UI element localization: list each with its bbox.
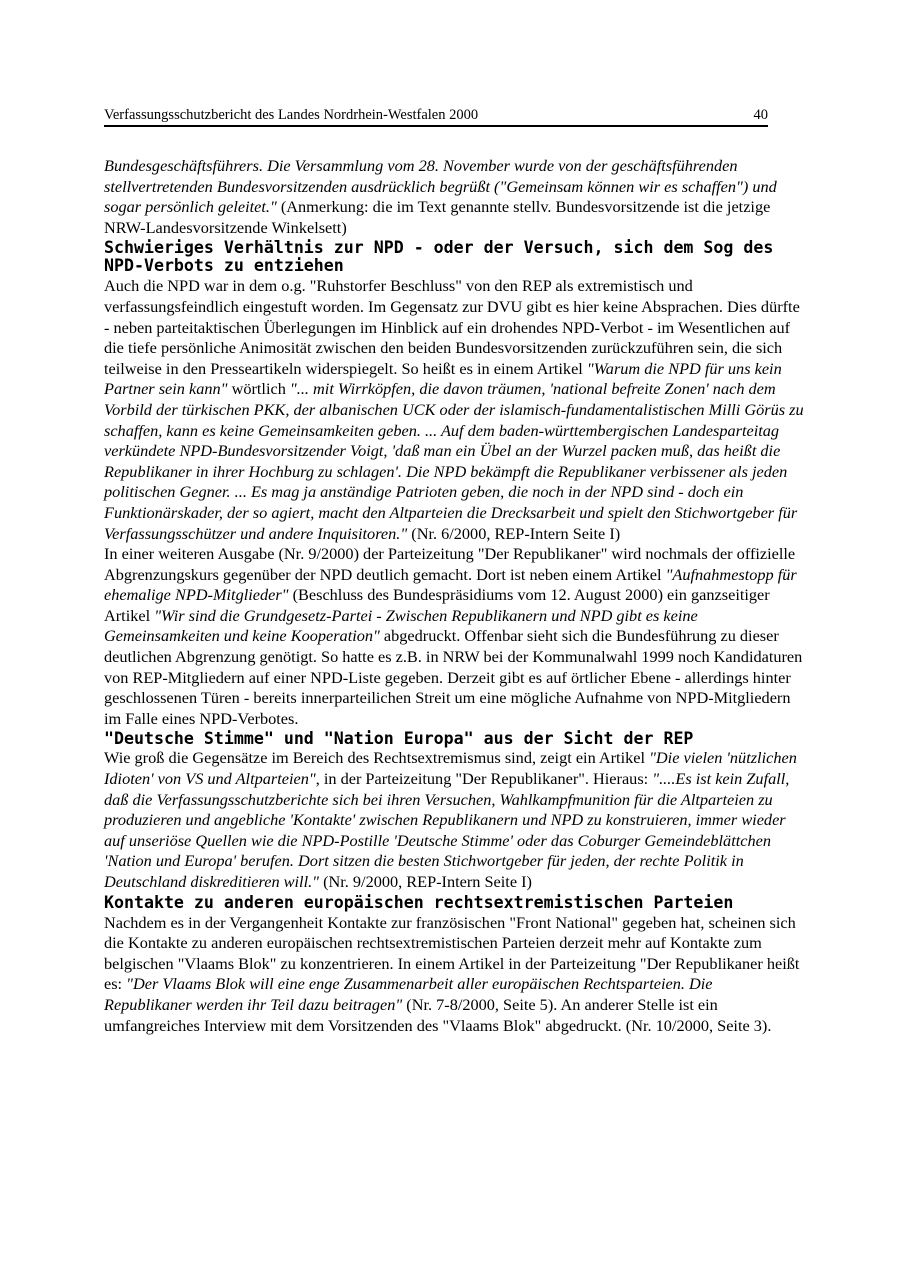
paragraph-text: (Anmerkung: die im Text genannte stellv. Bundesvorsitzende ist die jetzige NRW-Landesvorsitzende Winkelsett) bbox=[104, 197, 771, 237]
citation: (Nr. 6/2000, REP-Intern Seite I) bbox=[407, 523, 621, 543]
quote-text: "Der Vlaams Blok will eine enge Zusammenarbeit aller europäischen Rechtsparteien. Die Republikaner werden ihr Teil dazu beitragen" bbox=[104, 974, 713, 1014]
citation: (Nr. 7-8/2000, Seite 5). An anderer Stelle ist ein umfangreiches Interview mit dem Vorsitzenden des "Vlaams Blok" abgedruckt. (Nr. 10/2000, Seite 3). bbox=[104, 994, 772, 1035]
paragraph-text: (Beschluss des Bundespräsidiums vom 12. August 2000) ein ganzseitiger Artikel bbox=[104, 585, 770, 625]
article-title: "Wir sind die Grundgesetz-Partei - Zwischen Republikanern und NPD gibt es keine Gemeinsamkeiten und keine Kooperation" bbox=[104, 605, 698, 646]
header-title: Verfassungsschutzbericht des Landes Nordrhein-Westfalen 2000 bbox=[104, 107, 479, 123]
paragraph-text: Nachdem es in der Vergangenheit Kontakte zur französischen "Front National" gegeben hat, scheinen sich die Kontakte zu anderen europäischen rechtsextremistischen Parteien derzeit mehr auf Kontakte zum belgischen "Vlaams Blok" zu konzentrieren. In einem Artikel in der Parteizeitung "Der Republikaner heißt es: bbox=[104, 912, 800, 994]
paragraph-demarcation bbox=[104, 544, 804, 729]
quote-text: "....Es ist kein Zufall, daß die Verfassungsschutzberichte sich bei ihren Versuchen, Wahlkampfmunition für die Altparteien zu produzieren und angebliche 'Kontakte' zwischen Republikanern und NPD zu konstruieren, immer wieder auf unseriöse Quellen wie die NPD-Postille 'Deutsche Stimme' oder das Coburger Gemeindeblättchen 'Nation und Europa' berufen. Dort sitzen die besten Stichwortgeber für jeden, der rechte Politik in Deutschland diskreditieren will." bbox=[104, 769, 790, 891]
paragraph-npd-relationship bbox=[104, 276, 804, 544]
section-heading-european-contacts: Kontakte zu anderen europäischen rechtsextremistischen Parteien bbox=[104, 892, 734, 912]
page-number: 40 bbox=[753, 107, 768, 123]
paragraph-rep-view bbox=[104, 748, 804, 892]
section-heading-deutsche-stimme: "Deutsche Stimme" und "Nation Europa" aus der Sicht der REP bbox=[104, 729, 694, 749]
paragraph-continuation bbox=[104, 156, 804, 238]
quote-text: Bundesgeschäftsführers. Die Versammlung vom 28. November wurde von der geschäftsführenden stellvertretenden Bundesvorsitzenden ausdrücklich begrüßt ("Gemeinsam können wir es schaffen") und sogar persönlich geleitet." bbox=[104, 156, 777, 217]
article-title: "Warum die NPD für uns kein Partner sein kann" bbox=[104, 358, 782, 399]
paragraph-text: Wie groß die Gegensätze im Bereich des Rechtsextremismus sind, zeigt ein Artikel bbox=[104, 748, 650, 768]
paragraph-european-contacts bbox=[104, 913, 804, 1037]
document-body bbox=[104, 156, 804, 1036]
paragraph-text: abgedruckt. Offenbar sieht sich die Bundesführung zu dieser deutlichen Abgrenzung genötigt. So hatte es z.B. in NRW bei der Kommunalwahl 1999 noch Kandidaturen von REP-Mitgliedern auf einer NPD-Liste gegeben. Derzeit gibt es auf örtlicher Ebene - allerdings hinter geschlossenen Türen - bereits innerparteilichen Streit um eine mögliche Aufnahme von NPD-Mitgliedern im Falle eines NPD-Verbotes. bbox=[104, 626, 803, 728]
citation: (Nr. 9/2000, REP-Intern Seite I) bbox=[319, 872, 532, 891]
section-heading-npd: Schwieriges Verhältnis zur NPD - oder der Versuch, sich dem Sog des NPD-Verbots zu entziehen bbox=[104, 238, 774, 276]
article-title: "Aufnahmestopp für ehemalige NPD-Mitglieder" bbox=[104, 564, 797, 605]
article-title: "Die vielen 'nützlichen Idioten' von VS und Altparteien" bbox=[104, 748, 797, 789]
paragraph-text: Auch die NPD war in dem o.g. "Ruhstorfer Beschluss" von den REP als extremistisch und verfassungsfeindlich eingestuft worden. Im Gegensatz zur DVU gibt es hier keine Absprachen. Dies dürfte - neben parteitaktischen Überlegungen im Hinblick auf ein drohendes NPD-Verbot - im Wesentlichen auf die tiefe persönliche Animosität zwischen den beiden Bundesvorsitzenden zurückzuführen sein, die sich teilweise in den Presseartikeln widerspiegelt. So heißt es in einem Artikel bbox=[104, 276, 800, 378]
quote-text: "... mit Wirrköpfen, die davon träumen, 'national befreite Zonen' nach dem Vorbild der türkischen PKK, der albanischen UCK oder der islamisch-fundamentalistischen Milli Görüs zu schaffen, kann es keine Gemeinsamkeiten geben. ... Auf dem baden-württembergischen Landesparteitag verkündete NPD-Bundesvorsitzender Voigt, 'daß man ein Übel an der Wurzel packen muß, das heißt die Republikaner in ihrer Hochburg zu schlagen'. Die NPD bekämpft die Republikaner verbissener als jeden politischen Gegner. ... Es mag ja anständige Patrioten geben, die noch in der NPD sind - doch ein Funktionärskader, der so agiert, macht den Altparteien die Drecksarbeit und spielt den Stichwortgeber für Verfassungsschützer und andere Inquisitoren." bbox=[104, 379, 804, 543]
paragraph-text: wörtlich bbox=[227, 379, 290, 399]
page-header bbox=[104, 107, 768, 127]
paragraph-text: In einer weiteren Ausgabe (Nr. 9/2000) der Parteizeitung "Der Republikaner" wird nochmals der offizielle Abgrenzungskurs gegenüber der NPD deutlich gemacht. Dort ist neben einem Artikel bbox=[104, 544, 796, 584]
paragraph-text: , in der Parteizeitung "Der Republikaner". Hieraus: bbox=[315, 769, 653, 789]
